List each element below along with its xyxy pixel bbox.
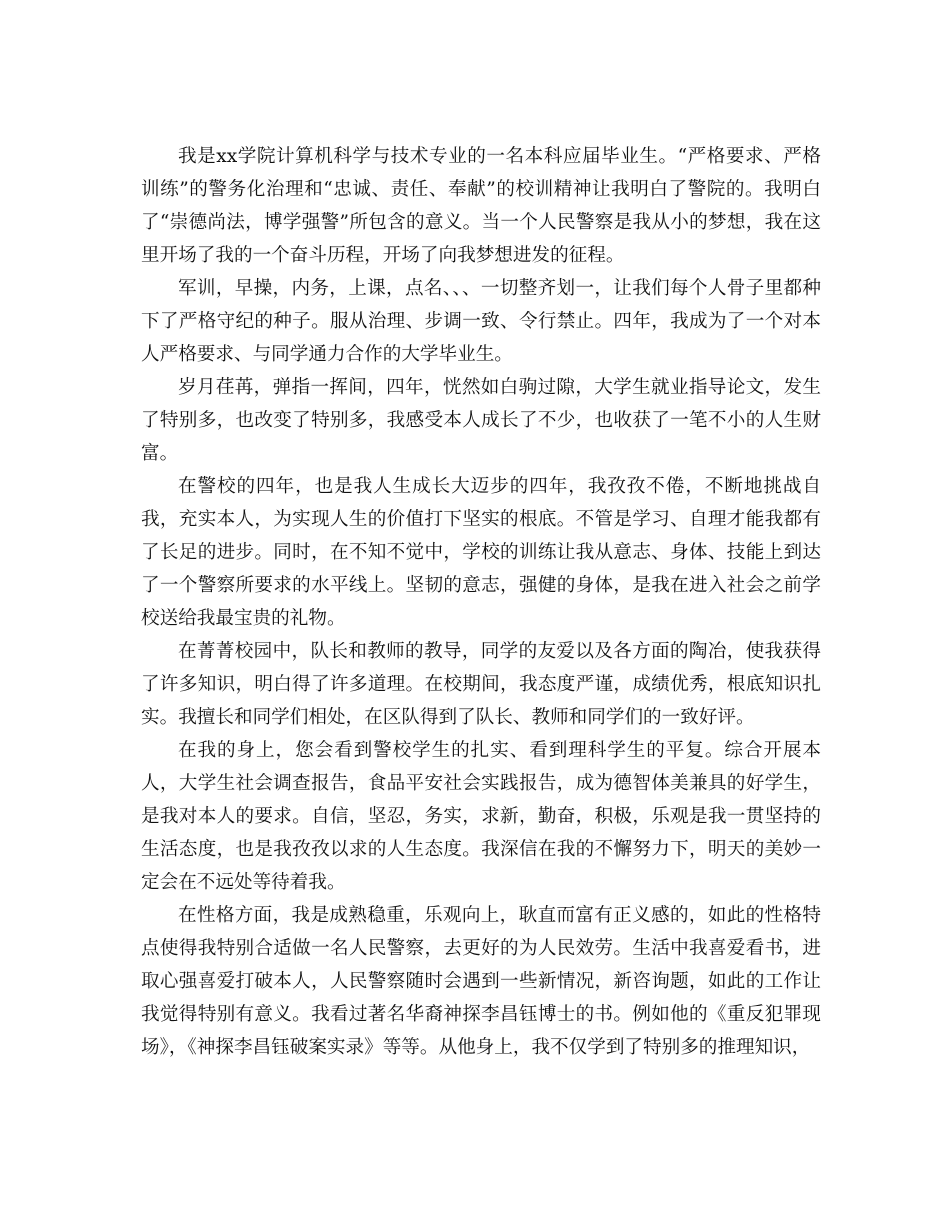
- paragraph-5: 在菁菁校园中，队长和教师的教导，同学的友爱以及各方面的陶冶，使我获得了许多知识，明白得了许多道理。在校期间，我态度严谨，成绩优秀，根底知识扎实。我擅长和同学们相处，在区队得到了队长、教师和同学们的一致好评。: [141, 641, 821, 728]
- paragraph-3: 岁月荏苒，弹指一挥间，四年，恍然如白驹过隙，大学生就业指导论文，发生了特别多，也改变了特别多，我感受本人成长了不少，也收获了一笔不小的人生财富。: [141, 377, 821, 464]
- paragraph-2: 军训，早操，内务，上课，点名、、、一切整齐划一，让我们每个人骨子里都种下了严格守纪的种子。服从治理、步调一致、令行禁止。四年，我成为了一个对本人严格要求、与同学通力合作的大学毕业生。: [141, 278, 821, 365]
- paragraph-1: 我是xx学院计算机科学与技术专业的一名本科应届毕业生。“严格要求、严格训练”的警务化治理和“忠诚、责任、奉献”的校训精神让我明白了警院的。我明白了“崇德尚法，博学强警”所包含的意义。当一个人民警察是我从小的梦想，我在这里开场了我的一个奋斗历程，开场了向我梦想进发的征程。: [141, 146, 821, 266]
- paragraph-6: 在我的身上，您会看到警校学生的扎实、看到理科学生的平复。综合开展本人，大学生社会调查报告，食品平安社会实践报告，成为德智体美兼具的好学生，是我对本人的要求。自信，坚忍，务实，求新，勤奋，积极，乐观是我一贯坚持的生活态度，也是我孜孜以求的人生态度。我深信在我的不懈努力下，明天的美妙一定会在不远处等待着我。: [141, 740, 821, 893]
- paragraph-4: 在警校的四年，也是我人生成长大迈步的四年，我孜孜不倦，不断地挑战自我，充实本人，为实现人生的价值打下坚实的根底。不管是学习、自理才能我都有了长足的进步。同时，在不知不觉中，学校的训练让我从意志、身体、技能上到达了一个警察所要求的水平线上。坚韧的意志，强健的身体，是我在进入社会之前学校送给我最宝贵的礼物。: [141, 476, 821, 629]
- paragraph-7: 在性格方面，我是成熟稳重，乐观向上，耿直而富有正义感的，如此的性格特点使得我特别合适做一名人民警察，去更好的为人民效劳。生活中我喜爱看书，进取心强喜爱打破本人，人民警察随时会遇到一些新情况，新咨询题，如此的工作让我觉得特别有意义。我看过著名华裔神探李昌钰博士的书。例如他的《重反犯罪现场》，《神探李昌钰破案实录》等等。从他身上，我不仅学到了特别多的推理知识，: [141, 905, 821, 1058]
- document-body: [141, 140, 821, 1064]
